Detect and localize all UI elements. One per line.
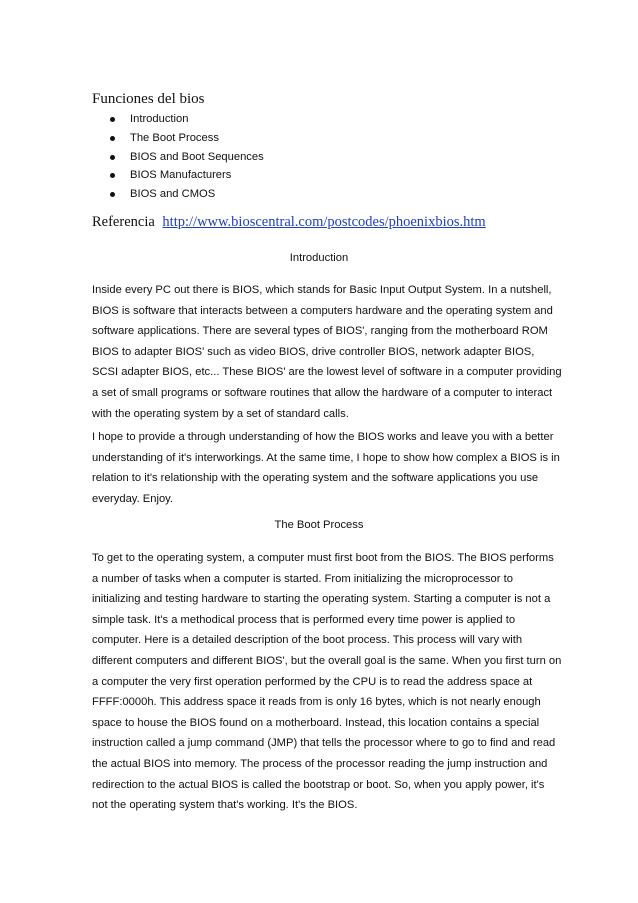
paragraph: To get to the operating system, a computer must first boot from the BIOS. The BIOS performs a number of tasks when a computer is started. From initializing the microprocessor to initializing and testing hardware to starting the operating system. Starting a computer is not a simple task. It's a methodical process that is performed every time power is applied to computer. Here is a detailed description of the boot process. This process will vary with different computers and different BIOS', but the overall goal is the same. When you first turn on a computer the very first operation performed by the CPU is to read the address space at FFFF:0000h. This address space it reads from is only 16 bytes, which is not nearly enough space to house the BIOS found on a motherboard. Instead, this location contains a special instruction called a jump command (JMP) that tells the processor where to go to find and read the actual BIOS into memory. The process of the processor reading the jump instruction and redirection to the actual BIOS is called the bootstrap or boot. So, when you apply power, it's not the operating system that's working. It's the BIOS. bbox=[92, 552, 562, 812]
reference-line bbox=[92, 214, 486, 231]
bullet-icon bbox=[110, 173, 115, 178]
bullet-icon bbox=[110, 192, 115, 197]
reference-label: Referencia bbox=[92, 214, 155, 230]
reference-link[interactable]: http://www.bioscentral.com/postcodes/phoenixbios.htm bbox=[162, 214, 486, 230]
toc-item bbox=[108, 148, 264, 167]
toc-item bbox=[108, 185, 264, 204]
toc-item bbox=[108, 110, 264, 129]
toc-item-label: BIOS and CMOS bbox=[130, 188, 216, 201]
bullet-icon bbox=[110, 136, 115, 141]
toc-item bbox=[108, 129, 264, 148]
toc-item bbox=[108, 166, 264, 185]
section-heading-boot-process: The Boot Process bbox=[274, 519, 364, 531]
paragraph: I hope to provide a through understanding of how the BIOS works and leave you with a better understanding of it's interworkings. At the same time, I hope to show how complex a BIOS is in relation to it's relationship with the operating system and the software applications you use everyday. Enjoy. bbox=[92, 431, 560, 505]
toc-item-label: The Boot Process bbox=[130, 131, 219, 144]
toc-item-label: BIOS Manufacturers bbox=[130, 169, 232, 182]
table-of-contents bbox=[108, 110, 264, 204]
toc-item-label: Introduction bbox=[130, 113, 189, 125]
document-title: Funciones del bios bbox=[92, 91, 205, 107]
section-heading-introduction: Introduction bbox=[289, 252, 349, 264]
bullet-icon bbox=[110, 155, 115, 160]
paragraph: Inside every PC out there is BIOS, which stands for Basic Input Output System. In a nutshell, BIOS is software that interacts between a computers hardware and the operating system and software applications. There are several types of BIOS', ranging from the motherboard ROM BIOS to adapter BIOS' such as video BIOS, drive controller BIOS, network adapter BIOS, SCSI adapter BIOS, etc... These BIOS' are the lowest level of software in a computer providing a set of small programs or software routines that allow the hardware of a computer to interact with the operating system by a set of standard calls. bbox=[92, 284, 562, 420]
bullet-icon bbox=[110, 117, 115, 122]
toc-item-label: BIOS and Boot Sequences bbox=[130, 150, 264, 163]
